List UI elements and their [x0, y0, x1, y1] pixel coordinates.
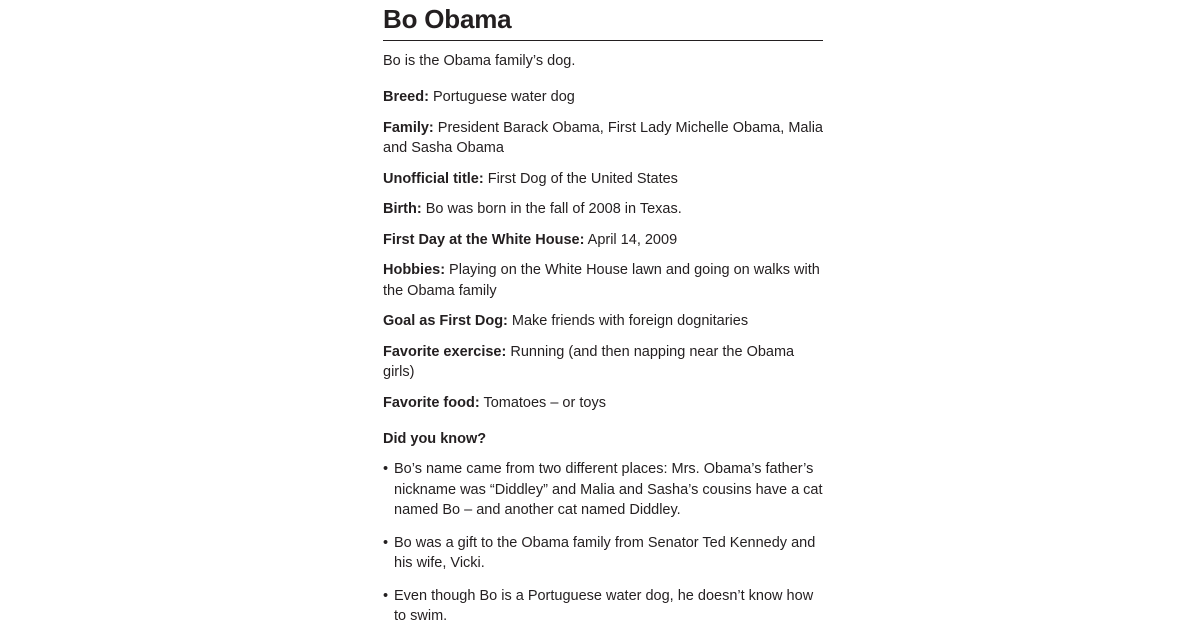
- fact-label: Favorite food:: [383, 394, 480, 411]
- fact-item: [383, 342, 823, 383]
- fact-label: Unofficial title:: [383, 170, 484, 187]
- list-item-text: Bo was a gift to the Obama family from Senator Ted Kennedy and his wife, Vicki.: [394, 534, 816, 571]
- list-item: [383, 586, 823, 627]
- fact-label: Breed:: [383, 89, 429, 105]
- fact-value: Playing on the White House lawn and going on walks with the Obama family: [383, 262, 820, 299]
- bullet-icon: •: [383, 461, 389, 477]
- fact-sheet: [383, 0, 823, 630]
- fact-label: Hobbies:: [383, 262, 446, 278]
- fact-value: Make friends with foreign dognitaries: [507, 313, 749, 329]
- page-title: Bo Obama: [383, 4, 512, 34]
- fact-item: [383, 393, 823, 414]
- fact-value: Bo was born in the fall of 2008 in Texas.: [421, 201, 682, 217]
- fact-label: First Day at the White House:: [383, 231, 585, 248]
- list-item: [383, 459, 823, 521]
- list-item-text: Even though Bo is a Portuguese water dog, he doesn’t know how to swim.: [394, 587, 814, 624]
- fact-item: [383, 118, 823, 159]
- bullet-icon: •: [383, 534, 389, 551]
- did-you-know-heading: Did you know?: [383, 431, 487, 447]
- fact-label: Birth:: [383, 201, 422, 217]
- fact-item: [383, 230, 823, 251]
- intro-text: Bo is the Obama family’s dog.: [383, 53, 576, 69]
- fact-label: Favorite exercise:: [383, 343, 507, 360]
- fact-value: First Dog of the United States: [483, 170, 678, 187]
- fact-item: [383, 199, 823, 220]
- fact-value: Tomatoes – or toys: [479, 394, 606, 411]
- list-item-text: Bo’s name came from two different places: Mrs. Obama’s father’s nickname was “Diddley” and Malia and Sasha’s cousins have a cat named Bo – and another cat named Diddley.: [394, 461, 823, 518]
- list-item: [383, 533, 823, 574]
- fact-value: President Barack Obama, First Lady Michelle Obama, Malia and Sasha Obama: [383, 119, 823, 156]
- facts-list: [383, 87, 823, 413]
- fact-value: April 14, 2009: [584, 231, 678, 248]
- fact-value: Running (and then napping near the Obama girls): [383, 343, 795, 380]
- title-divider: [383, 40, 823, 41]
- fact-value: Portuguese water dog: [428, 89, 575, 105]
- fact-item: [383, 87, 823, 108]
- did-you-know-list: [383, 459, 823, 627]
- fact-label: Family:: [383, 119, 434, 136]
- fact-item: [383, 260, 823, 301]
- fact-item: [383, 169, 823, 190]
- fact-label: Goal as First Dog:: [383, 313, 508, 329]
- bullet-icon: •: [383, 587, 389, 604]
- fact-item: [383, 311, 823, 332]
